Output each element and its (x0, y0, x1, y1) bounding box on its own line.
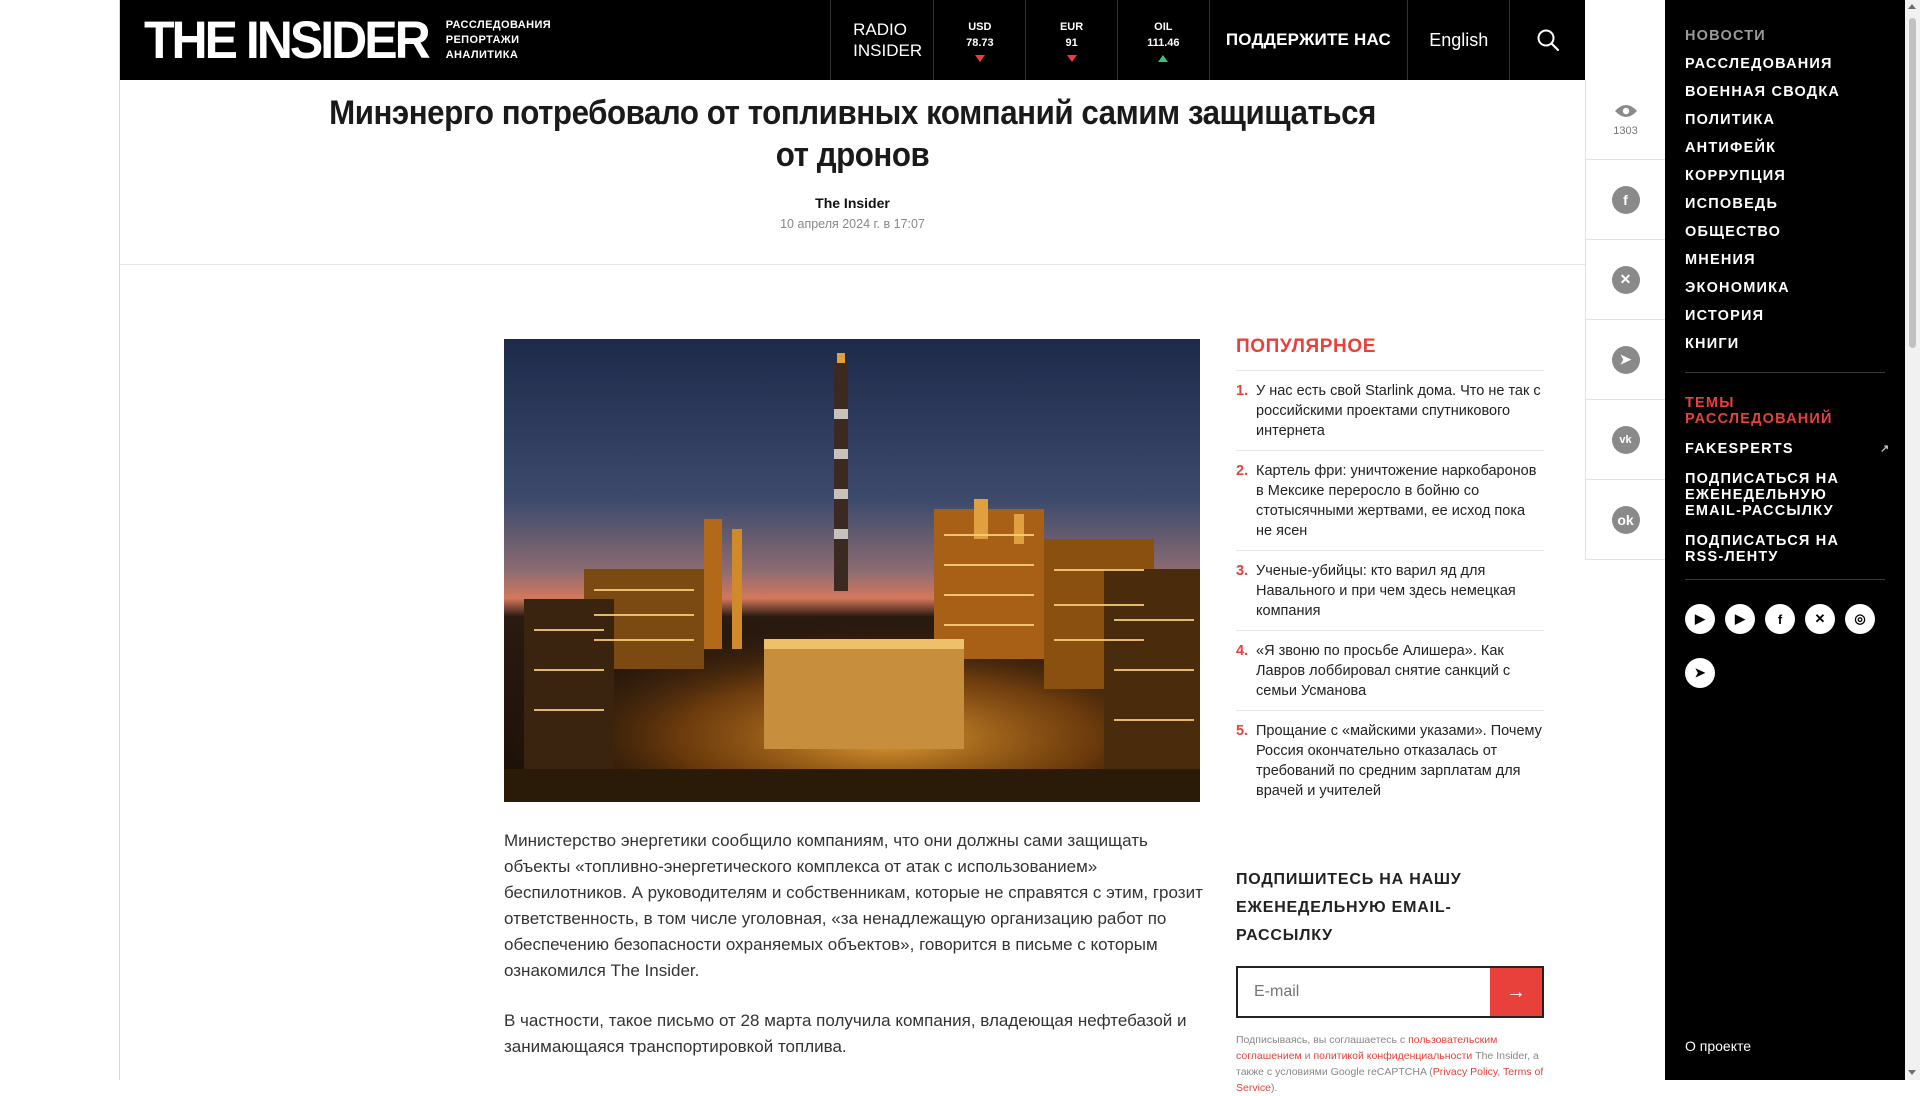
nav-subscribe-email[interactable]: ПОДПИСАТЬСЯ НА ЕЖЕНЕДЕЛЬНУЮ EMAIL-РАССЫЛКУ (1685, 471, 1840, 519)
disclaimer-text: и (1301, 1050, 1314, 1062)
article-paragraph: В частности, такое письмо от 28 марта получила компания, владеющая нефтебазой и занимающаяся транспортировкой топлива. (504, 1011, 1187, 1056)
terms-link[interactable]: пользовательским соглашением (1236, 1034, 1498, 1062)
subscribe-block (1236, 866, 1544, 1096)
scroll-down-icon[interactable] (1908, 1070, 1916, 1075)
side-nav (1665, 0, 1905, 1080)
facebook-icon[interactable]: f (1765, 604, 1795, 634)
privacy-link[interactable]: политикой конфиденциальности (1313, 1050, 1473, 1062)
disclaimer-text: The Insider, а также с условиями Google reCAPTCHA ( (1236, 1050, 1539, 1078)
disclaimer-text: Подписываясь, вы соглашаетесь с (1236, 1034, 1409, 1046)
nav-subscribe-rss[interactable]: ПОДПИСАТЬСЯ НА RSS-ЛЕНТУ (1685, 533, 1840, 565)
popular-link[interactable]: Ученые-убийцы: кто варил яд для Навального и при чем здесь немецкая компания (1256, 563, 1516, 619)
popular-number: 2. (1236, 463, 1249, 479)
disclaimer-text: ). (1271, 1082, 1278, 1094)
nav-divider (1685, 372, 1885, 373)
tagline-line: АНАЛИТИКА (445, 48, 519, 61)
nav-item-antifake[interactable]: АНТИФЕЙК (1685, 140, 1777, 156)
support-us-button[interactable]: ПОДДЕРЖИТЕ НАС (1209, 0, 1408, 80)
article-title: Минэнерго потребовало от топливных компаний самим защищаться от дронов (329, 94, 1376, 174)
youtube-icon[interactable]: ▶ (1685, 604, 1715, 634)
rate-usd (933, 0, 1025, 80)
x-icon: ✕ (1612, 266, 1640, 294)
nav-item-war[interactable]: ВОЕННАЯ СВОДКА (1685, 84, 1841, 100)
logo-block[interactable] (120, 0, 830, 80)
popular-number: 4. (1236, 643, 1249, 659)
share-vk[interactable] (1586, 400, 1665, 480)
rate-oil (1117, 0, 1209, 80)
external-link-icon: ↗ (1880, 443, 1891, 455)
popular-title: ПОПУЛЯРНОЕ (1236, 336, 1544, 371)
rate-value: 91 (1065, 36, 1078, 49)
tagline (446, 18, 551, 63)
views-counter (1586, 80, 1665, 160)
telegram-icon[interactable]: ➤ (1685, 658, 1715, 688)
popular-link[interactable]: Картель фри: уничтожение наркобаронов в Мексике переросло в бойню со стотысячными жертвами, ее исход пока не ясен (1256, 463, 1537, 539)
left-gutter (0, 0, 120, 1080)
rate-name: USD (968, 20, 992, 33)
search-icon (1536, 28, 1560, 52)
disclaimer-text: , (1497, 1066, 1504, 1078)
nav-item-history[interactable]: ИСТОРИЯ (1685, 308, 1765, 324)
popular-item[interactable] (1236, 711, 1544, 810)
about-link[interactable]: О проекте (1685, 1038, 1752, 1054)
subscribe-submit-button[interactable] (1490, 968, 1542, 1016)
rate-name: EUR (1059, 20, 1084, 33)
nav-fakesperts-label: FAKESPERTS (1685, 441, 1794, 457)
instagram-icon[interactable]: ◎ (1845, 604, 1875, 634)
recaptcha-privacy-link[interactable]: Privacy Policy (1432, 1066, 1498, 1078)
rutube-icon[interactable]: ▶ (1725, 604, 1755, 634)
article-header (120, 80, 1585, 265)
nav-item-opinions[interactable]: МНЕНИЯ (1685, 252, 1756, 268)
nav-item-politics[interactable]: ПОЛИТИКА (1685, 112, 1776, 128)
popular-number: 1. (1236, 383, 1249, 399)
popular-number: 5. (1236, 723, 1249, 739)
nav-item-society[interactable]: ОБЩЕСТВО (1685, 224, 1782, 240)
tagline-line: РЕПОРТАЖИ (445, 33, 520, 46)
nav-item-economy[interactable]: ЭКОНОМИКА (1685, 280, 1790, 296)
facebook-icon: f (1612, 186, 1640, 214)
subscribe-title: ПОДПИШИТЕСЬ НА НАШУ ЕЖЕНЕДЕЛЬНУЮ EMAIL-РАССЫЛКУ (1236, 871, 1462, 944)
rate-name: OIL (1154, 20, 1173, 33)
telegram-icon: ➤ (1612, 346, 1640, 374)
trend-down-icon (975, 55, 985, 62)
recaptcha-terms-link[interactable]: Terms of Service (1236, 1066, 1544, 1094)
subscribe-disclaimer (1236, 1032, 1544, 1096)
site-logo[interactable]: THE INSIDER (144, 10, 428, 70)
article-author[interactable]: The Insider (815, 195, 890, 211)
language-switch[interactable]: English (1407, 0, 1509, 80)
popular-item[interactable] (1236, 371, 1544, 451)
subscribe-form (1236, 966, 1544, 1018)
popular-link[interactable]: «Я звоню по просьбе Алишера». Как Лавров лоббировал снятие санкций с семьи Усманова (1256, 643, 1511, 699)
share-x[interactable] (1586, 240, 1665, 320)
radio-label: RADIO (853, 20, 907, 39)
article-date: 10 апреля 2024 г. в 17:07 (780, 217, 925, 231)
nav-topics[interactable]: ТЕМЫ РАССЛЕДОВАНИЙ (1685, 395, 1833, 427)
radio-label: INSIDER (853, 41, 923, 60)
nav-item-confession[interactable]: ИСПОВЕДЬ (1685, 196, 1779, 212)
x-icon[interactable]: ✕ (1805, 604, 1835, 634)
article-paragraph: Министерство энергетики сообщило компаниям, что они должны сами защищать объекты «топливно-энергетического комплекса от атак с использованием» беспилотников. А руководителям и собственникам, которые не справятся с этим, грозит ответственность, в том числе уголовная, «за ненадлежащую организацию работ по обеспечению безопасности охраняемых объектов», говорится в письме с которым ознакомился The Insider. (504, 831, 1203, 980)
popular-item[interactable] (1236, 451, 1544, 551)
trend-down-icon (1067, 55, 1077, 62)
social-links (1685, 604, 1885, 702)
arrow-right-icon: → (1506, 980, 1526, 1003)
share-odnoklassniki[interactable] (1586, 480, 1665, 560)
share-column (1585, 80, 1665, 560)
rate-value: 111.46 (1147, 36, 1180, 49)
email-field[interactable] (1238, 968, 1490, 1016)
odnoklassniki-icon: ok (1612, 506, 1640, 534)
eye-icon (1614, 103, 1638, 119)
nav-item-corruption[interactable]: КОРРУПЦИЯ (1685, 168, 1786, 184)
search-button[interactable] (1509, 0, 1585, 80)
hero-image (504, 339, 1200, 802)
rate-value: 78.73 (966, 36, 994, 49)
nav-item-books[interactable]: КНИГИ (1685, 336, 1740, 352)
vk-icon: vk (1612, 426, 1640, 454)
share-facebook[interactable] (1586, 160, 1665, 240)
tagline-line: РАССЛЕДОВАНИЯ (445, 18, 552, 31)
top-bar (120, 0, 1585, 80)
refinery-illustration (504, 339, 1200, 802)
popular-number: 3. (1236, 563, 1249, 579)
trend-up-icon (1158, 55, 1168, 62)
popular-item[interactable] (1236, 631, 1544, 711)
share-telegram[interactable] (1586, 320, 1665, 400)
popular-block (1236, 336, 1544, 810)
popular-link[interactable]: У нас есть свой Starlink дома. Что не так с российскими проектами спутникового интернета (1256, 383, 1541, 439)
views-count: 1303 (1613, 124, 1638, 137)
popular-item[interactable] (1236, 551, 1544, 631)
article-body (504, 828, 1204, 1084)
nav-item-investigations[interactable]: РАССЛЕДОВАНИЯ (1685, 56, 1833, 72)
nav-divider (1685, 579, 1885, 580)
scroll-up-icon[interactable] (1908, 4, 1916, 9)
nav-item-news[interactable]: НОВОСТИ (1685, 28, 1766, 44)
page-scrollbar[interactable] (1905, 0, 1920, 1080)
nav-fakesperts[interactable] (1685, 441, 1891, 457)
rate-eur (1025, 0, 1117, 80)
popular-link[interactable]: Прощание с «майскими указами». Почему Россия окончательно отказалась от требований по средним зарплатам для врачей и учителей (1256, 723, 1542, 799)
radio-insider-link[interactable] (830, 0, 933, 80)
scroll-thumb[interactable] (1909, 18, 1916, 348)
